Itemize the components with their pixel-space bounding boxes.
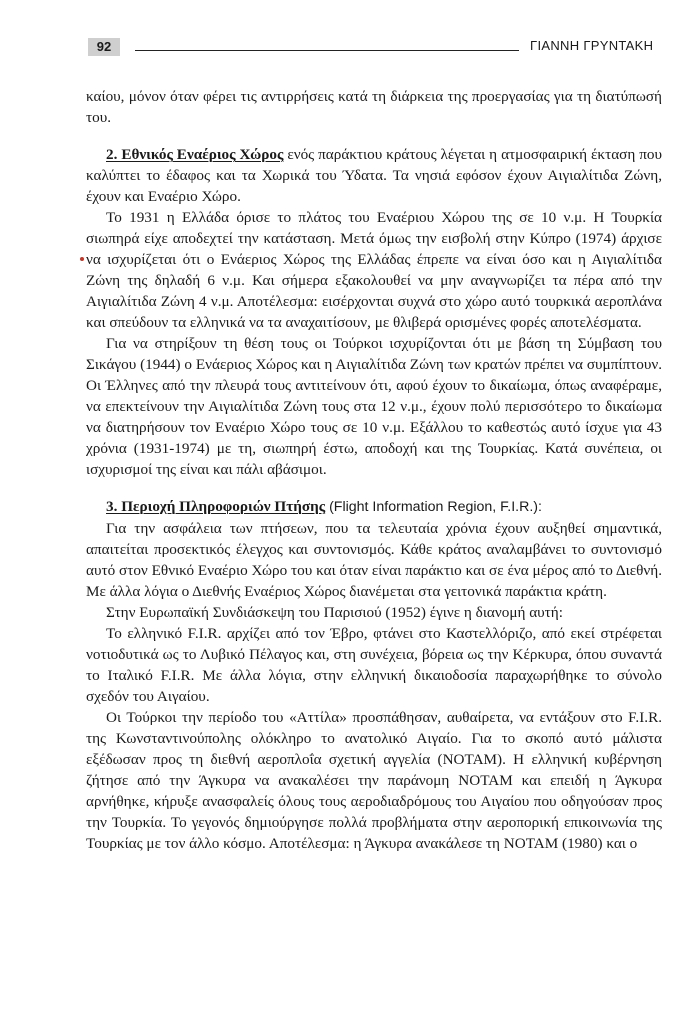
section-3-heading: 3. Περιοχή Πληροφοριών Πτήσης (106, 498, 326, 515)
section-gap (86, 480, 662, 496)
paragraph: Οι Τούρκοι την περίοδο του «Αττίλα» προσπάθησαν, αυθαίρετα, να εντάξουν στο F.I.R. της Κωνσταντινούπολης ολόκληρο το ανατολικό Αιγαίο. Για το σκοπό αυτό μάλιστα εξέδωσαν προς τη διεθνή αεροπλοΐα σχετική αγγελία (NOTAM). Η ελληνική κυβέρνηση ζήτησε από την Άγκυρα να ανακαλέσει την παράνομη NOTAM και επειδή η Άγκυρα αρνήθηκε, κήρυξε ανασφαλείς όλους τους αεροδιαδρόμους του Αιγαίου που οδηγούσαν προς την Τουρκία. Το γεγονός δημιούργησε πολλά προβλήματα στην αεροπορική επικοινωνία της Τουρκίας με τον άλλο κόσμο. Αποτέλεσμα: η Άγκυρα ανακάλεσε τη NOTAM (1980) και ο (86, 709, 662, 852)
section-3-title-line (86, 496, 662, 518)
paragraph: Το 1931 η Ελλάδα όρισε το πλάτος του Εναέριου Χώρου της σε 10 ν.μ. Η Τουρκία σιωπηρά είχε αποδεχτεί την κατάσταση. Μετά όμως την εισβολή στην Κύπρο (1974) άρχισε να ισχυρίζεται ότι ο Ενάεριος Χώρος της Ελλάδας έπρεπε να είναι όσο και η Αιγιαλίτιδα Ζώνη της δηλαδή 6 ν.μ. Και σήμερα εξακολουθεί να μην αναγνωρίζει τα πέρα από την Αιγιαλίτιδα Ζώνη 4 ν.μ. Αποτέλεσμα: εισέρχονται συχνά στο χώρο αυτό τουρκικά αεροπλάνα και σπεύδουν τα ελληνικά να τα αναχαιτίσουν, με θλιβερά ορισμένες φορές αποτελέσματα. (86, 209, 662, 331)
margin-mark (80, 257, 84, 261)
page-number: 92 (88, 38, 120, 56)
paragraph: Στην Ευρωπαϊκή Συνδιάσκεψη του Παρισιού (1952) έγινε η διανομή αυτή: (106, 604, 563, 621)
paragraph: Για να στηρίξουν τη θέση τους οι Τούρκοι ισχυρίζονται ότι με βάση τη Σύμβαση του Σικάγου (1944) ο Ενάεριος Χώρος και η Αιγιαλίτιδα Ζώνη των κρατών πρέπει να συμπίπτουν. Οι Έλληνες από την πλευρά τους αντιτείνουν ότι, αφού έχουν το δικαίωμα, όπως αναφέραμε, να επεκτείνουν την Αιγιαλίτιδα Ζώνη τους στα 12 ν.μ., έχουν πολύ περισσότερο το δικαίωμα να διατηρήσουν τον Εναέριο Χώρο τους σε 10 ν.μ. Εξάλλου το καθεστώς αυτό ίσχυε για 43 χρόνια (1931-1974) με τη, σιωπηρή έστω, αποδοχή και της Τουρκίας. Κατά συνέπεια, οι ισχυρισμοί της είναι και πάλι αβάσιμοι. (86, 335, 662, 478)
running-header-author: ΓΙΑΝΝΗ ΓΡΥΝΤΑΚΗ (530, 38, 654, 53)
header-rule (135, 50, 519, 51)
section-2-intro (86, 144, 662, 207)
section-3-subtitle: (Flight Information Region, F.I.R.): (325, 499, 542, 515)
paragraph: καίου, μόνον όταν φέρει τις αντιρρήσεις κατά τη διάρκεια της προεργασίας για τη διατύπωσή του. (86, 88, 662, 126)
section-2-heading: 2. Εθνικός Εναέριος Χώρος (106, 146, 284, 163)
section-2-intro-text: ενός παράκτιου κράτους λέγεται η ατμοσφαιρική έκταση που καλύπτει το έδαφος και τα Χωρικά του Ύδατα. Τα νησιά εφόσον έχουν Αιγιαλίτιδα Ζώνη, έχουν και Εναέριο Χώρο. (86, 146, 662, 205)
paragraph: Το ελληνικό F.I.R. αρχίζει από τον Έβρο, φτάνει στο Καστελλόριζο, από εκεί στρέφεται νοτιοδυτικά ως το Λυβικό Πέλαγος και, στη συνέχεια, βόρεια ως την Κέρκυρα, όπου συναντά το Ιταλικό F.I.R. Με άλλα λόγια, στην ελληνική δικαιοδοσία παραχωρήθηκε το σύνολο σχεδόν του Αιγαίου. (86, 625, 662, 705)
body-text (86, 86, 662, 854)
section-gap (86, 128, 662, 144)
paragraph: Για την ασφάλεια των πτήσεων, που τα τελευταία χρόνια έχουν αυξηθεί σημαντικά, απαιτείται προσεκτικός έλεγχος και συντονισμός. Κάθε κράτος αναλαμβάνει το συντονισμό αυτό στον Εθνικό Εναέριο Χώρο του και όταν είναι παράκτιο και σε ένα μέρος από το Διεθνή. Με άλλα λόγια ο Διεθνής Εναέριος Χώρος διανέμεται στα γειτονικά παράκτια κράτη. (86, 520, 662, 600)
